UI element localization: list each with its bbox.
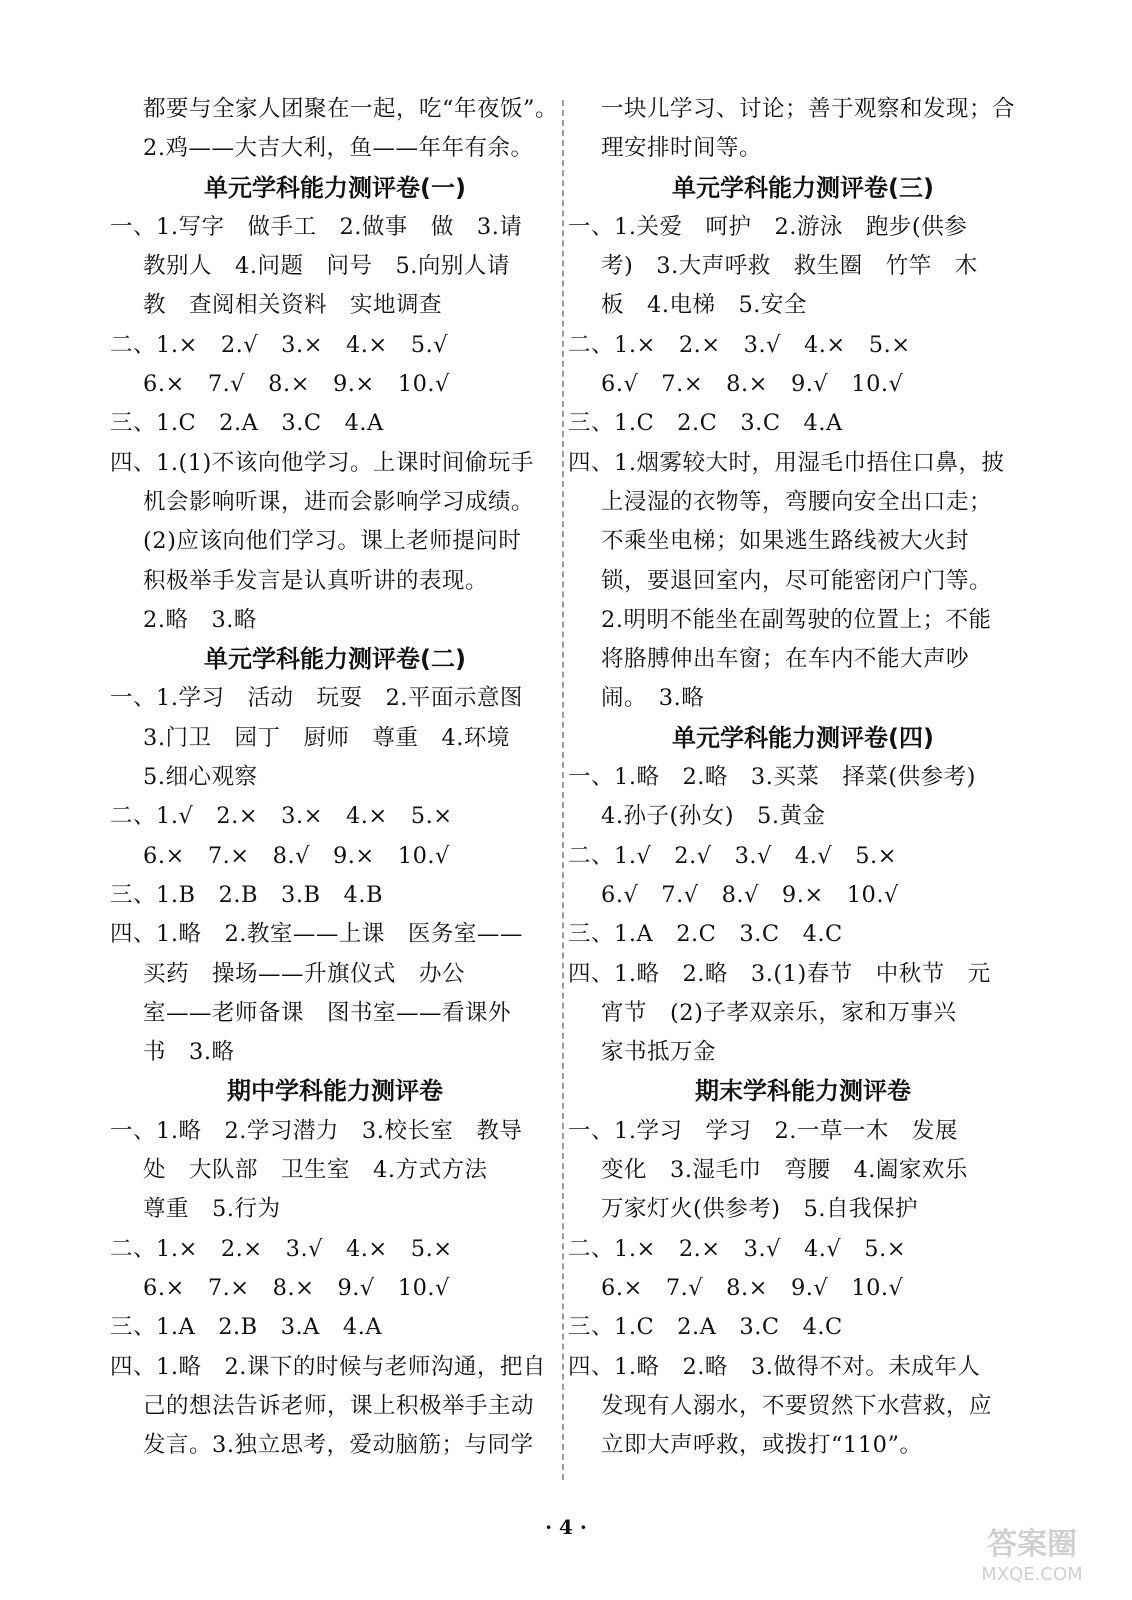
answer-line: 四、1.烟雾较大时，用湿毛巾捂住口鼻，披 <box>568 449 1005 476</box>
section-heading: 单元学科能力测评卷(一) <box>204 173 466 202</box>
answer-line: 三、1.C 2.A 3.C 4.C <box>568 1314 843 1341</box>
answer-line: 四、1.略 2.课下的时候与老师沟通，把自 <box>110 1353 546 1380</box>
answer-line: 二、1.× 2.× 3.√ 4.× 5.× <box>568 331 911 358</box>
answer-line: 发现有人溺水，不要贸然下水营救，应 <box>601 1392 993 1419</box>
answer-line: 6.√ 7.× 8.× 9.√ 10.√ <box>601 371 904 398</box>
answer-line: 变化 3.湿毛巾 弯腰 4.阖家欢乐 <box>601 1157 968 1184</box>
answer-line: 二、1.√ 2.× 3.× 4.× 5.× <box>110 803 453 830</box>
section-heading: 单元学科能力测评卷(四) <box>672 723 934 752</box>
section-heading: 单元学科能力测评卷(二) <box>204 645 466 674</box>
answer-line: 6.× 7.× 8.√ 9.× 10.√ <box>143 842 450 869</box>
answer-line: (2)应该向他们学习。课上老师提问时 <box>143 528 522 555</box>
answer-line: 考) 3.大声呼救 救生圈 竹竿 木 <box>601 253 978 280</box>
answer-line: 上浸湿的衣物等，弯腰向安全出口走； <box>601 488 993 515</box>
answer-line: 一、1.略 2.学习潜力 3.校长室 教导 <box>110 1117 523 1144</box>
answer-line: 2.明明不能坐在副驾驶的位置上；不能 <box>601 606 992 633</box>
answer-line: 二、1.× 2.√ 3.× 4.× 5.√ <box>110 331 449 358</box>
section-heading: 单元学科能力测评卷(三) <box>672 173 934 202</box>
answer-line: 3.门卫 园丁 厨师 尊重 4.环境 <box>143 724 510 751</box>
left-column <box>110 90 560 1465</box>
answer-line: 万家灯火(供参考) 5.自我保护 <box>601 1196 919 1223</box>
answer-line: 一、1.写字 做手工 2.做事 做 3.请 <box>110 213 523 240</box>
answer-line: 四、1.略 2.略 3.(1)春节 中秋节 元 <box>568 960 991 987</box>
answer-line: 宵节 (2)子孝双亲乐，家和万事兴 <box>601 999 957 1026</box>
right-column <box>568 90 1038 1465</box>
answer-line: 三、1.C 2.A 3.C 4.A <box>110 410 384 437</box>
answer-line: 板 4.电梯 5.安全 <box>601 292 807 319</box>
page-number: · 4 · <box>545 1515 587 1539</box>
answer-line: 不乘坐电梯；如果逃生路线被大火封 <box>601 528 970 555</box>
answer-line: 2.略 3.略 <box>143 606 257 633</box>
answer-line: 处 大队部 卫生室 4.方式方法 <box>143 1157 488 1184</box>
answer-line: 4.孙子(孙女) 5.黄金 <box>601 803 826 830</box>
answer-line: 家书抵万金 <box>601 1039 717 1066</box>
answer-line: 6.× 7.√ 8.× 9.× 10.√ <box>143 371 450 398</box>
answer-line: 一、1.关爱 呵护 2.游泳 跑步(供参 <box>568 213 968 240</box>
answer-line: 一、1.略 2.略 3.买菜 择菜(供参考) <box>568 764 976 791</box>
answer-line: 一、1.学习 活动 玩耍 2.平面示意图 <box>110 685 523 712</box>
answer-line: 三、1.C 2.C 3.C 4.A <box>568 410 843 437</box>
answer-line: 2.鸡——大吉大利，鱼——年年有余。 <box>143 135 534 162</box>
column-divider <box>562 100 565 1480</box>
answer-line: 理安排时间等。 <box>601 135 763 162</box>
answer-line: 一块儿学习、讨论；善于观察和发现；合 <box>601 96 1016 122</box>
answer-line: 立即大声呼救，或拨打“110”。 <box>601 1432 923 1459</box>
watermark-top: 答案圈 <box>987 1527 1077 1562</box>
answer-line: 二、1.√ 2.√ 3.√ 4.√ 5.× <box>568 842 898 869</box>
section-heading: 期中学科能力测评卷 <box>227 1077 443 1106</box>
answer-line: 己的想法告诉老师，课上积极举手主动 <box>143 1392 535 1419</box>
answer-line: 书 3.略 <box>143 1039 235 1066</box>
answer-line: 一、1.学习 学习 2.一草一木 发展 <box>568 1117 958 1144</box>
answer-line: 三、1.A 2.B 3.A 4.A <box>110 1314 383 1341</box>
answer-line: 四、1.略 2.教室——上课 医务室—— <box>110 921 523 948</box>
answer-line: 尊重 5.行为 <box>143 1196 281 1223</box>
answer-line: 四、1.略 2.略 3.做得不对。未成年人 <box>568 1353 981 1380</box>
section-heading: 期末学科能力测评卷 <box>695 1077 911 1106</box>
answer-line: 都要与全家人团聚在一起，吃“年夜饭”。 <box>143 96 559 122</box>
watermark-logo <box>957 1518 1107 1588</box>
answer-line: 将胳膊伸出车窗；在车内不能大声吵 <box>601 646 970 673</box>
answer-line: 二、1.× 2.× 3.√ 4.√ 5.× <box>568 1235 907 1262</box>
answer-line: 教别人 4.问题 问号 5.向别人请 <box>143 253 510 280</box>
answer-line: 四、1.(1)不该向他学习。上课时间偷玩手 <box>110 449 534 476</box>
answer-line: 三、1.A 2.C 3.C 4.C <box>568 921 843 948</box>
answer-line: 6.√ 7.√ 8.√ 9.× 10.√ <box>601 881 899 908</box>
answer-line: 买药 操场——升旗仪式 办公 <box>143 960 466 987</box>
answer-line: 锁，要退回室内，尽可能密闭户门等。 <box>601 567 993 594</box>
answer-line: 发言。3.独立思考，爱动脑筋；与同学 <box>143 1432 534 1459</box>
answer-line: 6.× 7.√ 8.× 9.√ 10.√ <box>601 1274 904 1301</box>
answer-line: 机会影响听课，进而会影响学习成绩。 <box>143 488 535 515</box>
answer-line: 5.细心观察 <box>143 764 258 791</box>
answer-line: 二、1.× 2.× 3.√ 4.× 5.× <box>110 1235 453 1262</box>
answer-line: 三、1.B 2.B 3.B 4.B <box>110 881 384 908</box>
answer-line: 积极举手发言是认真听讲的表现。 <box>143 567 489 594</box>
answer-line: 闹。 3.略 <box>601 685 705 712</box>
answer-line: 室——老师备课 图书室——看课外 <box>143 999 512 1026</box>
answer-line: 6.× 7.× 8.× 9.√ 10.√ <box>143 1274 450 1301</box>
watermark-bottom: MXQE.COM <box>981 1564 1083 1585</box>
answer-line: 教 查阅相关资料 实地调查 <box>143 292 443 319</box>
